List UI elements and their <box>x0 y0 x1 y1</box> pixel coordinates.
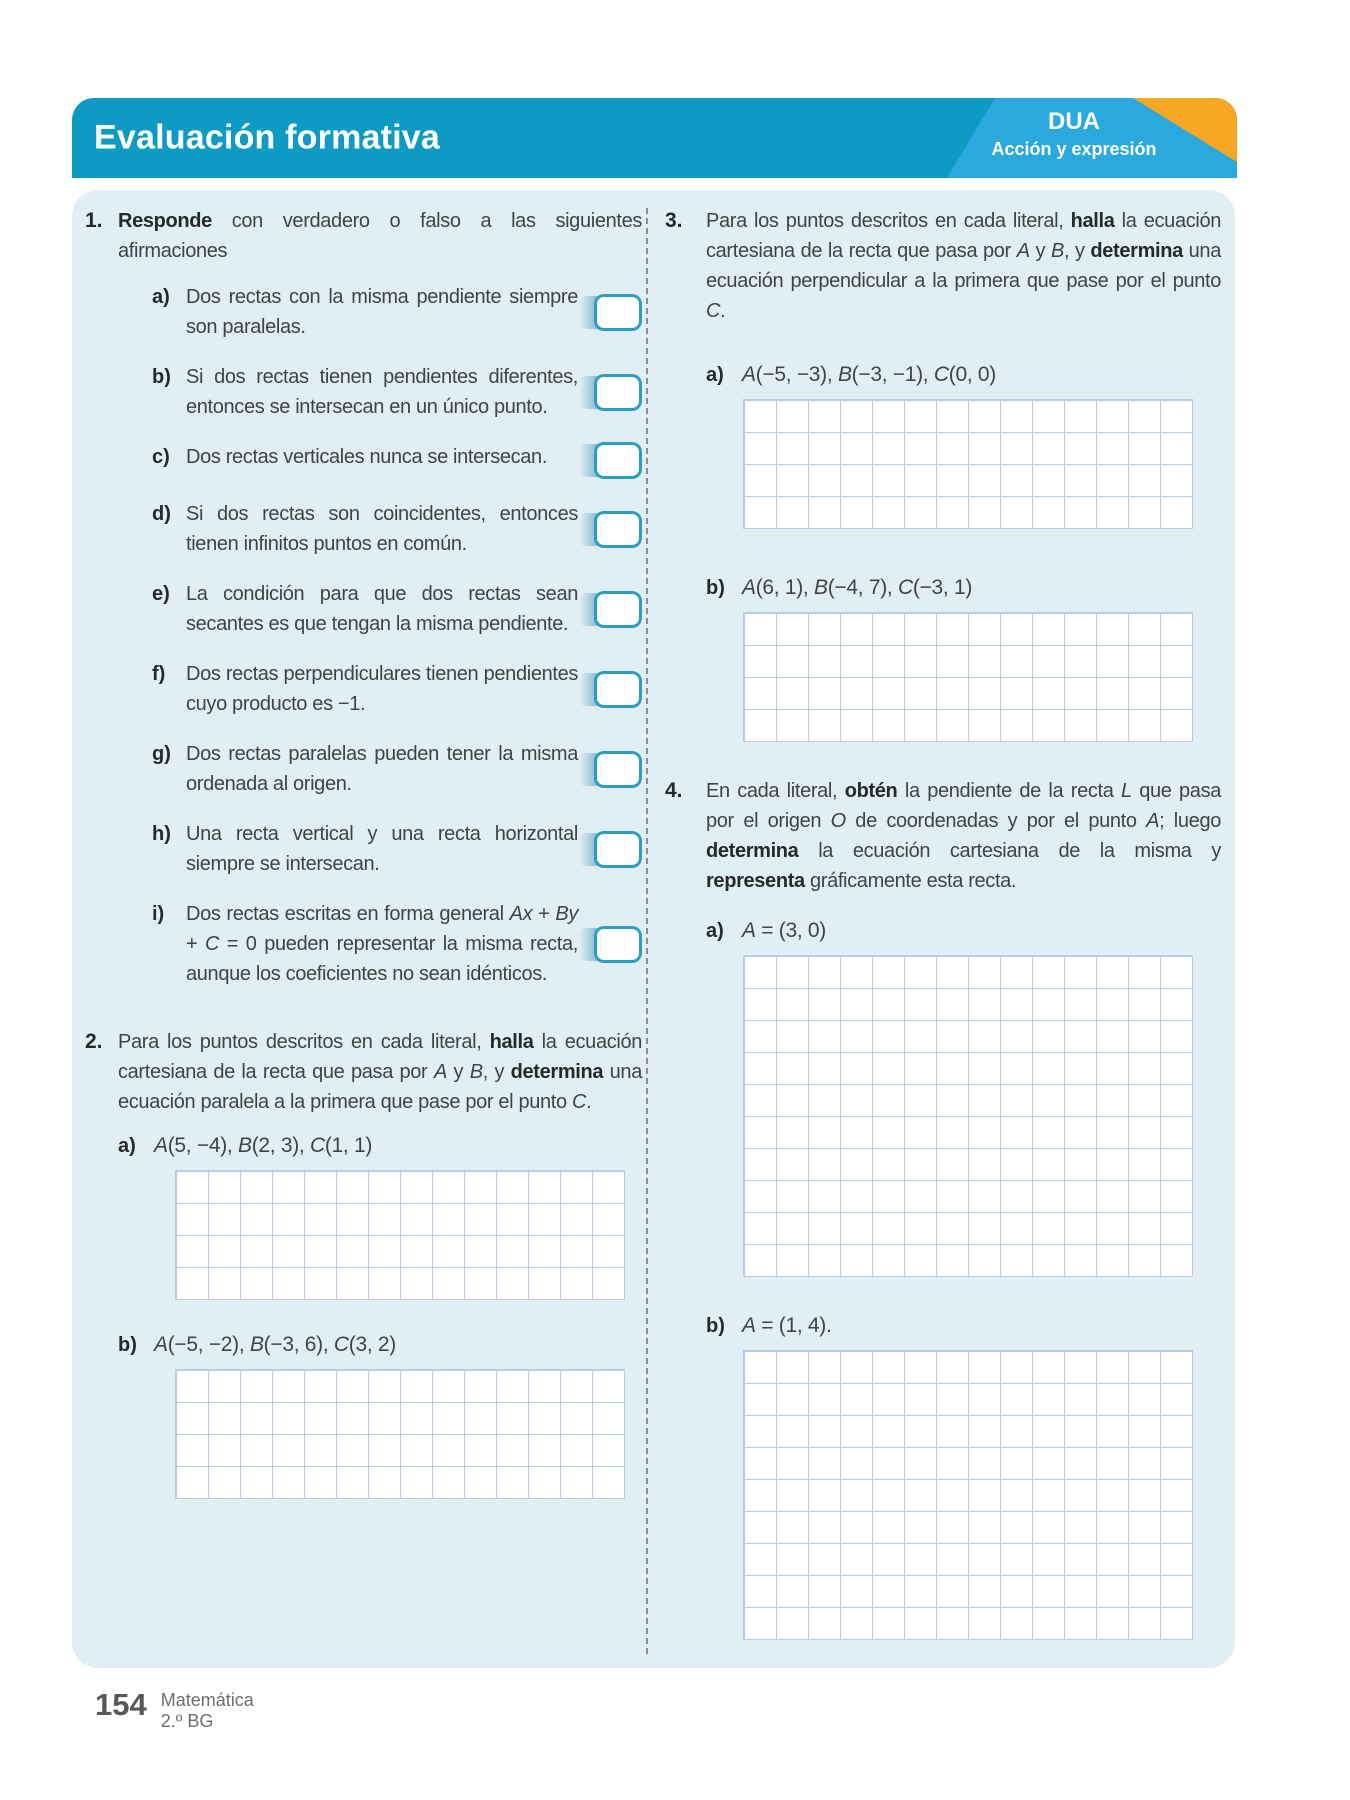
item-text: Dos rectas paralelas pueden tener la misma ordenada al origen. <box>186 743 578 795</box>
answer-box-frame <box>594 926 642 963</box>
item-letter: b) <box>706 577 725 599</box>
true-false-item-e <box>152 579 642 639</box>
page-footer <box>95 1688 254 1732</box>
answer-box[interactable] <box>579 442 642 479</box>
point-coordinates: A(6, 1), B(−4, 7), C(−3, 1) <box>742 576 973 599</box>
work-grid-3a[interactable] <box>743 399 1193 529</box>
graph-grid-4b[interactable] <box>743 1350 1193 1640</box>
item-letter: a) <box>118 1135 136 1157</box>
item-letter: h) <box>152 823 171 845</box>
item-text: Dos rectas con la misma pendiente siempre son paralelas. <box>186 286 578 338</box>
exercise-4a-label <box>706 916 1221 946</box>
question-3 <box>665 206 1221 742</box>
exercise-2a-label <box>118 1131 642 1161</box>
item-letter: b) <box>118 1334 137 1356</box>
true-false-item-h <box>152 819 642 879</box>
question-4-intro: En cada literal, obtén la pendiente de la recta L que pasa por el origen O de coordenadas y por el punto A; luego determina la ecuación cartesiana de la misma y representa gráficamente esta recta. <box>706 780 1221 892</box>
item-letter: c) <box>152 446 170 468</box>
item-text: La condición para que dos rectas sean secantes es que tengan la misma pendiente. <box>186 583 578 635</box>
question-1 <box>85 206 642 1009</box>
true-false-item-a <box>152 282 642 342</box>
answer-box[interactable] <box>579 294 642 331</box>
work-grid-3b[interactable] <box>743 612 1193 742</box>
answer-box-frame <box>594 511 642 548</box>
answer-box-frame <box>594 671 642 708</box>
item-letter: d) <box>152 503 171 525</box>
item-letter: a) <box>706 364 724 386</box>
item-letter: i) <box>152 903 165 925</box>
question-4 <box>665 776 1221 1640</box>
true-false-item-b <box>152 362 642 422</box>
answer-box-frame <box>594 442 642 479</box>
work-grid-2b[interactable] <box>175 1369 625 1499</box>
page-header <box>72 98 1237 178</box>
work-grid-2a[interactable] <box>175 1170 625 1300</box>
footer-grade: 2.º BG <box>160 1711 214 1731</box>
true-false-item-i <box>152 899 642 989</box>
right-column <box>648 190 1235 1668</box>
item-text: Dos rectas perpendiculares tienen pendientes cuyo producto es −1. <box>186 663 578 715</box>
answer-box-frame <box>594 374 642 411</box>
point-coordinates: A = (1, 4). <box>742 1314 832 1337</box>
dua-title: DUA <box>1048 108 1100 135</box>
item-letter: b) <box>152 366 171 388</box>
item-text: Si dos rectas son coincidentes, entonces tienen infinitos puntos en común. <box>186 503 578 555</box>
question-2-intro: Para los puntos descritos en cada literal, halla la ecuación cartesiana de la recta que pasa por A y B, y determina una ecuación paralela a la primera que pase por el punto C. <box>118 1031 643 1113</box>
true-false-item-d <box>152 499 642 559</box>
graph-grid-4a[interactable] <box>743 955 1193 1277</box>
answer-box[interactable] <box>579 671 642 708</box>
question-1-intro: Responde con verdadero o falso a las siguientes afirmaciones <box>118 210 642 262</box>
item-text: Dos rectas escritas en forma general Ax + By + C = 0 pueden representar la misma recta, aunque los coeficientes no sean idénticos. <box>186 903 578 985</box>
point-coordinates: A(5, −4), B(2, 3), C(1, 1) <box>154 1134 373 1157</box>
answer-box[interactable] <box>579 374 642 411</box>
point-coordinates: A = (3, 0) <box>742 919 826 942</box>
answer-box[interactable] <box>579 926 642 963</box>
exercise-2b-label <box>118 1330 642 1360</box>
true-false-item-c <box>152 442 642 479</box>
exercise-panel <box>72 190 1235 1668</box>
item-text: Dos rectas verticales nunca se intersecan. <box>186 446 548 468</box>
item-letter: f) <box>152 663 166 685</box>
answer-box[interactable] <box>579 591 642 628</box>
exercise-3a-label <box>706 360 1221 390</box>
question-number: 2. <box>85 1030 103 1053</box>
question-number: 3. <box>665 209 683 232</box>
left-column <box>72 190 646 1668</box>
true-false-item-g <box>152 739 642 799</box>
footer-subject: Matemática <box>160 1690 254 1710</box>
exercise-4b-label <box>706 1311 1221 1341</box>
item-letter: b) <box>706 1315 725 1337</box>
point-coordinates: A(−5, −2), B(−3, 6), C(3, 2) <box>154 1333 396 1356</box>
point-coordinates: A(−5, −3), B(−3, −1), C(0, 0) <box>742 363 996 386</box>
item-letter: a) <box>706 920 724 942</box>
item-text: Una recta vertical y una recta horizontal siempre se intersecan. <box>186 823 578 875</box>
dua-text <box>969 108 1179 162</box>
item-letter: g) <box>152 743 171 765</box>
answer-box-frame <box>594 591 642 628</box>
item-text: Si dos rectas tienen pendientes diferentes, entonces se intersecan en un único punto. <box>186 366 578 418</box>
question-number: 4. <box>665 779 683 802</box>
dua-subtitle: Acción y expresión <box>991 139 1157 159</box>
answer-box[interactable] <box>579 831 642 868</box>
question-3-intro: Para los puntos descritos en cada literal, halla la ecuación cartesiana de la recta que pasa por A y B, y determina una ecuación perpendicular a la primera que pase por el punto C. <box>706 210 1222 322</box>
true-false-item-f <box>152 659 642 719</box>
question-2 <box>85 1027 642 1499</box>
answer-box-frame <box>594 751 642 788</box>
answer-box-frame <box>594 294 642 331</box>
page-number: 154 <box>95 1687 147 1722</box>
answer-box[interactable] <box>579 751 642 788</box>
item-letter: a) <box>152 286 170 308</box>
answer-box-frame <box>594 831 642 868</box>
footer-meta <box>161 1688 254 1732</box>
item-letter: e) <box>152 583 170 605</box>
exercise-3b-label <box>706 573 1221 603</box>
page-title: Evaluación formativa <box>94 118 441 157</box>
question-number: 1. <box>85 209 103 232</box>
answer-box[interactable] <box>579 511 642 548</box>
